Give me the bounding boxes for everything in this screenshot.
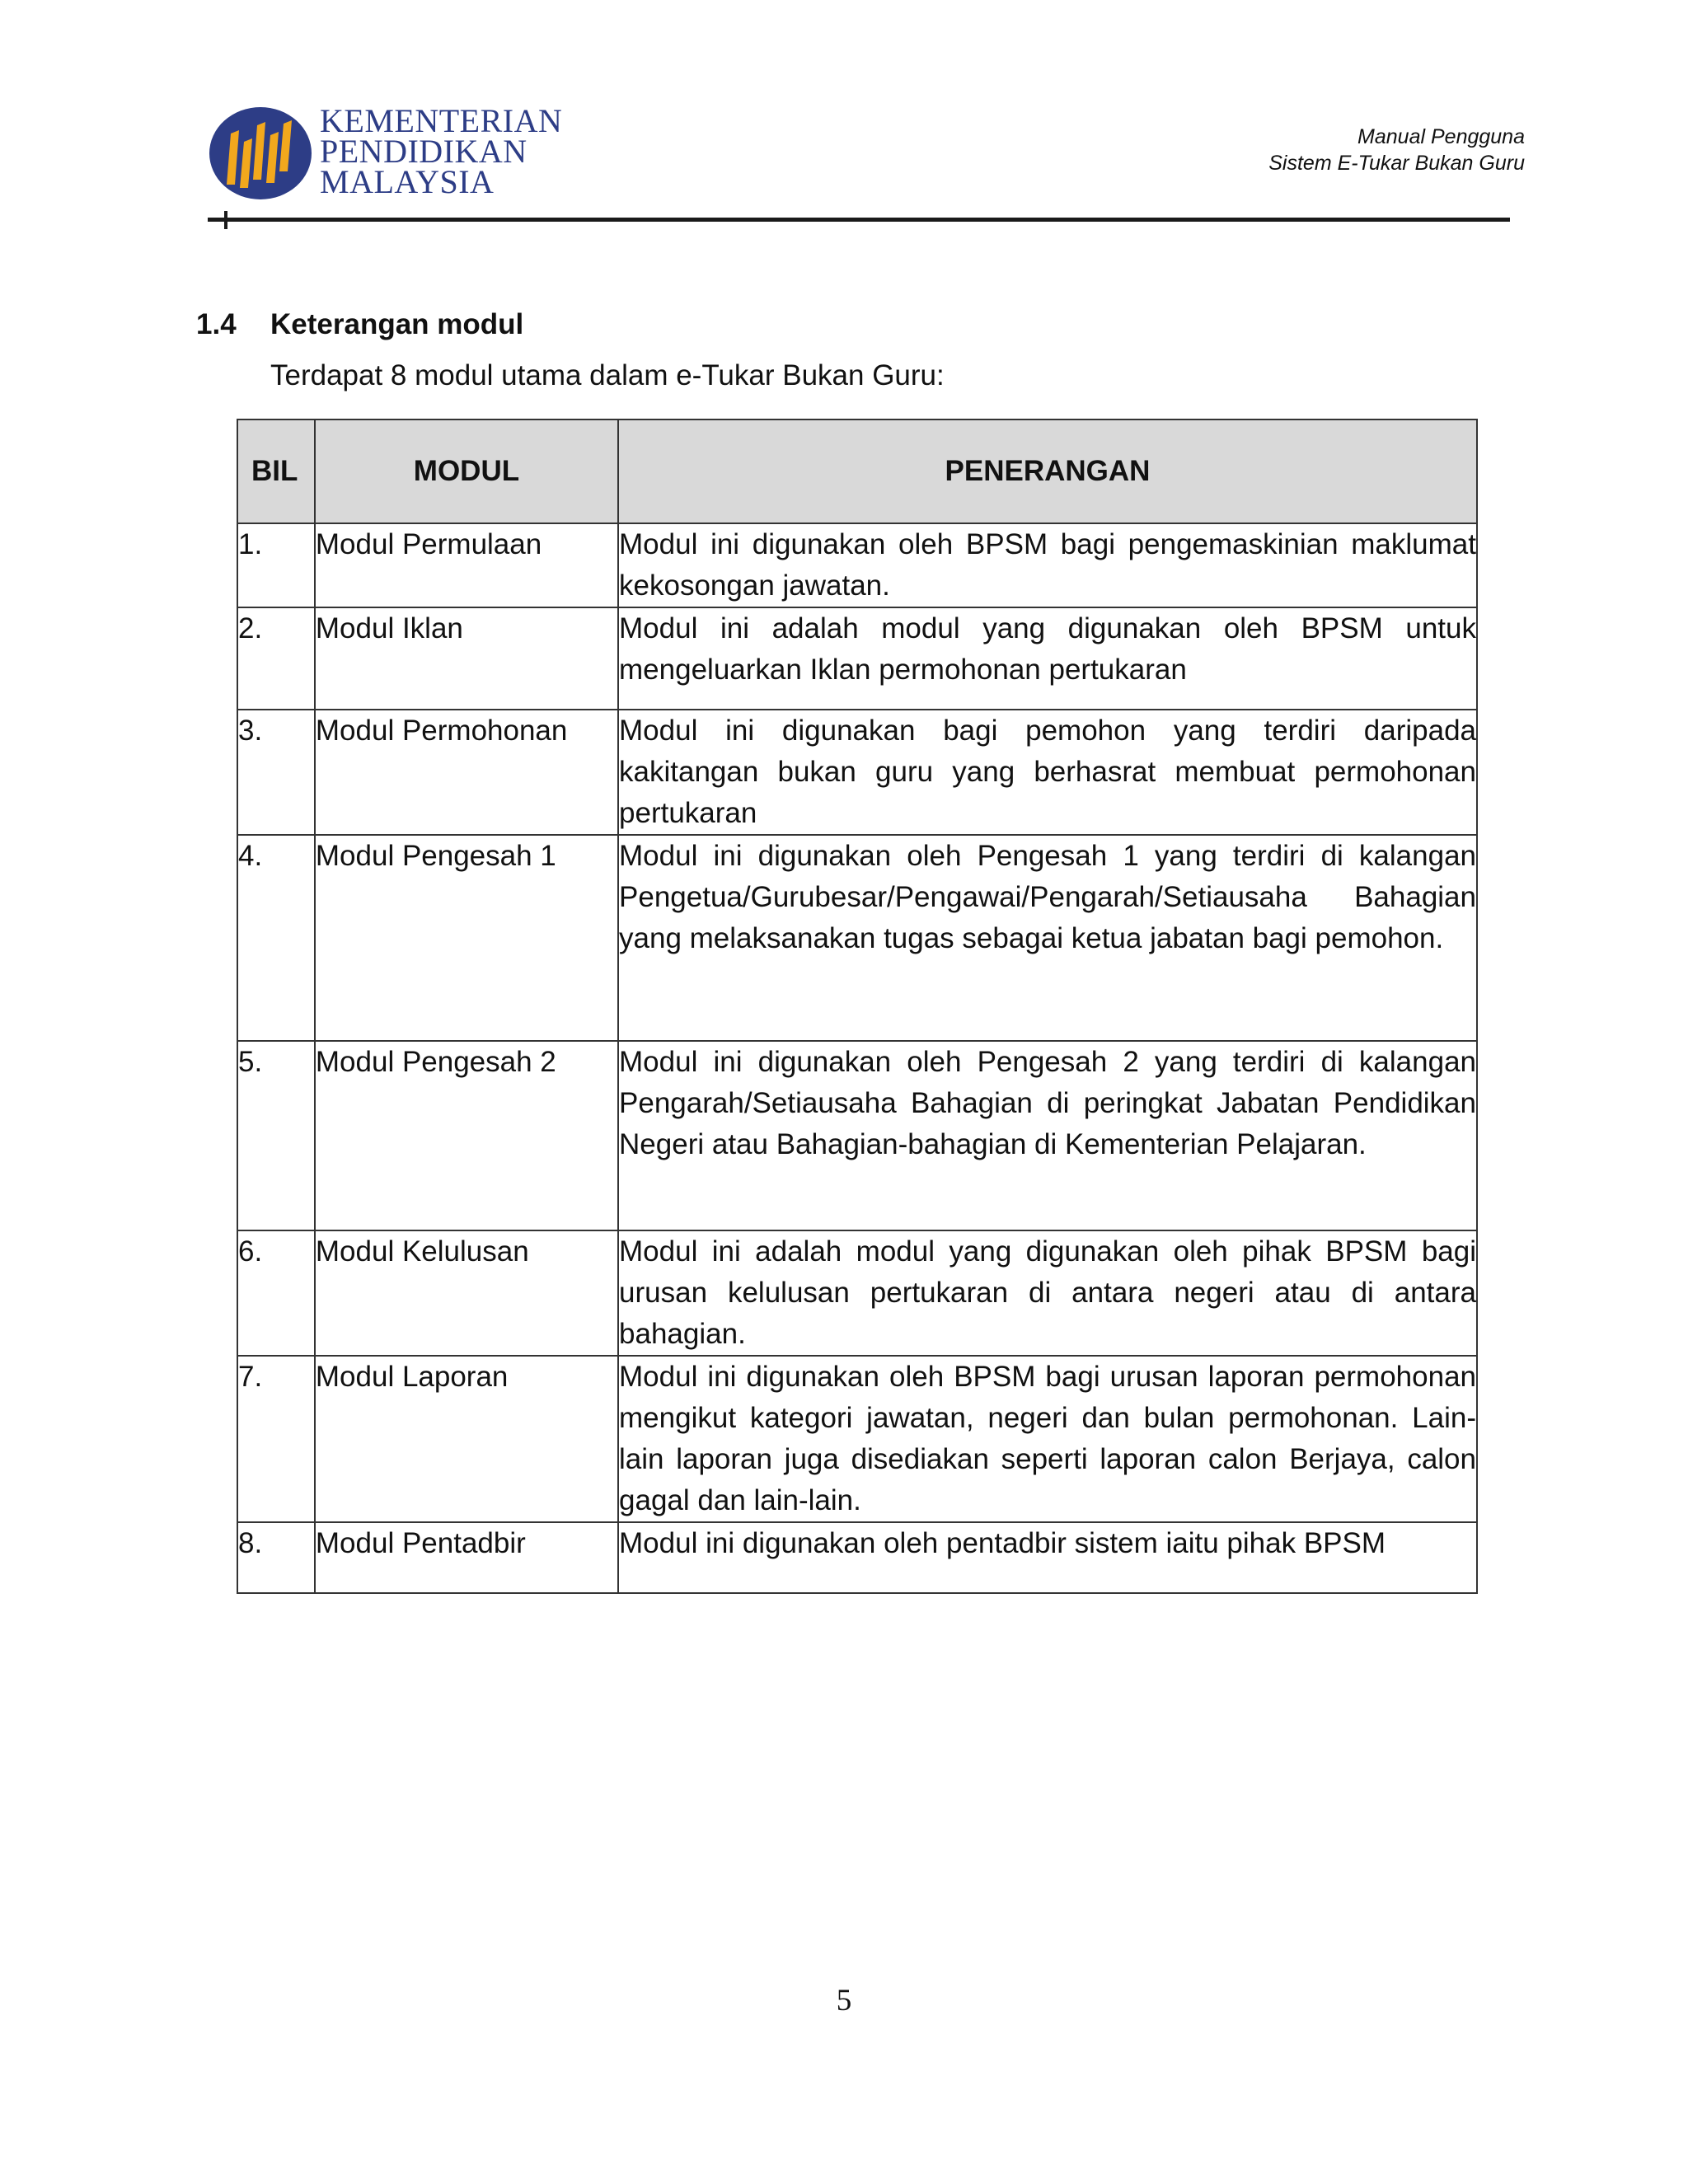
module-description: Modul ini digunakan oleh Pengesah 1 yang terdiri di kalangan Pengetua/Gurubesar/Pengawai/Pengarah/Setiausaha Bahagian yang melaksanakan tugas sebagai ketua jabatan bagi pemohon.: [618, 835, 1477, 1041]
module-name: Modul Permulaan: [315, 523, 618, 607]
row-number: 6.: [237, 1230, 315, 1356]
column-header-modul: MODUL: [315, 419, 618, 523]
table-row: [237, 1522, 1477, 1593]
table-row: [237, 710, 1477, 835]
system-title: Sistem E-Tukar Bukan Guru: [1268, 152, 1525, 175]
module-description: Modul ini digunakan oleh BPSM bagi pengemaskinian maklumat kekosongan jawatan.: [618, 523, 1477, 607]
module-name: Modul Pengesah 2: [315, 1041, 618, 1230]
module-table: [237, 419, 1478, 1594]
row-number: 2.: [237, 607, 315, 710]
column-header-bil: BIL: [237, 419, 315, 523]
header-divider: [208, 218, 1510, 222]
table-row: [237, 835, 1477, 1041]
ministry-emblem-icon: [208, 105, 313, 201]
header-divider-tick: [224, 211, 227, 229]
running-header: [1268, 124, 1525, 176]
section-title: Keterangan modul: [270, 308, 524, 340]
table-header-row: [237, 419, 1477, 523]
module-name: Modul Permohonan: [315, 710, 618, 835]
module-name: Modul Pengesah 1: [315, 835, 618, 1041]
module-description: Modul ini digunakan oleh Pengesah 2 yang terdiri di kalangan Pengarah/Setiausaha Bahagian di peringkat Jabatan Pendidikan Negeri atau Bahagian-bahagian di Kementerian Pelajaran.: [618, 1041, 1477, 1230]
ministry-name: [320, 102, 584, 200]
table-row: [237, 1041, 1477, 1230]
row-number: 7.: [237, 1356, 315, 1522]
module-name: Modul Iklan: [315, 607, 618, 710]
logo-line-1: KEMENTERIAN: [320, 102, 563, 139]
logo-line-2: PENDIDIKAN: [320, 133, 528, 170]
ministry-logo: [208, 102, 570, 201]
row-number: 3.: [237, 710, 315, 835]
module-description: Modul ini digunakan bagi pemohon yang terdiri daripada kakitangan bukan guru yang berhasrat membuat permohonan pertukaran: [618, 710, 1477, 835]
table-row: [237, 1356, 1477, 1522]
module-name: Modul Pentadbir: [315, 1522, 618, 1593]
table-row: [237, 523, 1477, 607]
row-number: 5.: [237, 1041, 315, 1230]
module-description: Modul ini digunakan oleh pentadbir sistem iaitu pihak BPSM: [618, 1522, 1477, 1593]
manual-title: Manual Pengguna: [1357, 125, 1525, 148]
table-row: [237, 607, 1477, 710]
module-description: Modul ini adalah modul yang digunakan oleh BPSM untuk mengeluarkan Iklan permohonan pertukaran: [618, 607, 1477, 710]
row-number: 4.: [237, 835, 315, 1041]
row-number: 1.: [237, 523, 315, 607]
section-intro: Terdapat 8 modul utama dalam e-Tukar Bukan Guru:: [270, 359, 945, 391]
row-number: 8.: [237, 1522, 315, 1593]
column-header-penerangan: PENERANGAN: [618, 419, 1477, 523]
logo-line-3: MALAYSIA: [320, 163, 495, 200]
page-number: 5: [836, 1984, 852, 2018]
module-description: Modul ini adalah modul yang digunakan oleh pihak BPSM bagi urusan kelulusan pertukaran di antara negeri atau di antara bahagian.: [618, 1230, 1477, 1356]
module-name: Modul Laporan: [315, 1356, 618, 1522]
module-name: Modul Kelulusan: [315, 1230, 618, 1356]
section-number: 1.4: [196, 308, 237, 340]
module-description: Modul ini digunakan oleh BPSM bagi urusan laporan permohonan mengikut kategori jawatan, negeri dan bulan permohonan. Lain-lain laporan juga disediakan seperti laporan calon Berjaya, calon gagal dan lain-lain.: [618, 1356, 1477, 1522]
section-heading: [196, 308, 523, 341]
table-row: [237, 1230, 1477, 1356]
